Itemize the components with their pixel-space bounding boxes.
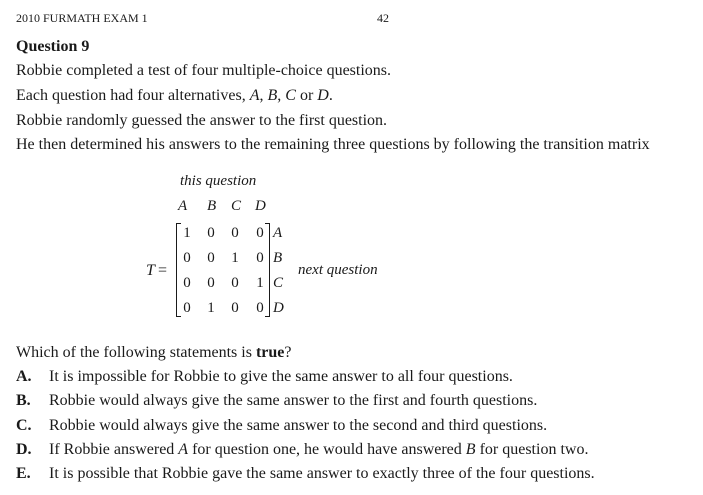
- question-line-2: Each question had four alternatives, A, B, C or D.: [16, 87, 333, 104]
- matrix-cell: 0: [231, 275, 239, 291]
- matrix-column-label-b: B: [207, 198, 217, 214]
- matrix-cell: 0: [231, 225, 239, 241]
- exam-title: 2010 FURMATH EXAM 1: [16, 11, 148, 25]
- matrix-equals: =: [158, 262, 168, 279]
- matrix-cell: 1: [256, 275, 264, 291]
- matrix-column-label-d: D: [255, 198, 266, 214]
- matrix-row-label-d: D: [273, 300, 284, 316]
- question-title: Question 9: [16, 38, 90, 55]
- matrix-cell: 0: [183, 275, 191, 291]
- question-line-1: Robbie completed a test of four multiple-choice questions.: [16, 62, 392, 79]
- matrix-cell: 0: [183, 300, 191, 316]
- question-line-3: Robbie randomly guessed the answer to the first question.: [16, 112, 388, 129]
- matrix-row-label-a: A: [273, 225, 283, 241]
- matrix-cell: 0: [207, 250, 215, 266]
- option-d-text: If Robbie answered A for question one, he would have answered B for question two.: [49, 441, 589, 458]
- question-prompt: Which of the following statements is true?: [16, 344, 292, 361]
- matrix-cell: 1: [183, 225, 191, 241]
- page-number: 42: [377, 11, 389, 25]
- option-a-letter: A.: [16, 368, 32, 385]
- option-b-text: Robbie would always give the same answer to the first and fourth questions.: [49, 392, 538, 409]
- matrix-cell: 1: [207, 300, 215, 316]
- matrix-cell: 0: [231, 300, 239, 316]
- matrix-row-label-b: B: [273, 250, 283, 266]
- matrix-side-label: next question: [298, 262, 378, 278]
- option-c-text: Robbie would always give the same answer to the second and third questions.: [49, 417, 548, 434]
- matrix-column-label-a: A: [178, 198, 188, 214]
- matrix-cell: 1: [231, 250, 239, 266]
- option-d-letter: D.: [16, 441, 32, 458]
- matrix-cell: 0: [256, 250, 264, 266]
- option-a-text: It is impossible for Robbie to give the same answer to all four questions.: [49, 368, 513, 385]
- matrix-symbol: T: [146, 262, 155, 279]
- matrix-cell: 0: [207, 275, 215, 291]
- option-e-text: It is possible that Robbie gave the same answer to exactly three of the four questions.: [49, 465, 595, 482]
- question-line-4: He then determined his answers to the remaining three questions by following the transition matrix: [16, 136, 650, 153]
- option-b-letter: B.: [16, 392, 31, 409]
- option-c-letter: C.: [16, 417, 32, 434]
- matrix-row-label-c: C: [273, 275, 284, 291]
- matrix-cell: 0: [256, 225, 264, 241]
- matrix-cell: 0: [183, 250, 191, 266]
- matrix-cell: 0: [207, 225, 215, 241]
- matrix-cell: 0: [256, 300, 264, 316]
- matrix-top-label: this question: [180, 173, 257, 189]
- matrix-column-label-c: C: [231, 198, 242, 214]
- option-e-letter: E.: [16, 465, 31, 482]
